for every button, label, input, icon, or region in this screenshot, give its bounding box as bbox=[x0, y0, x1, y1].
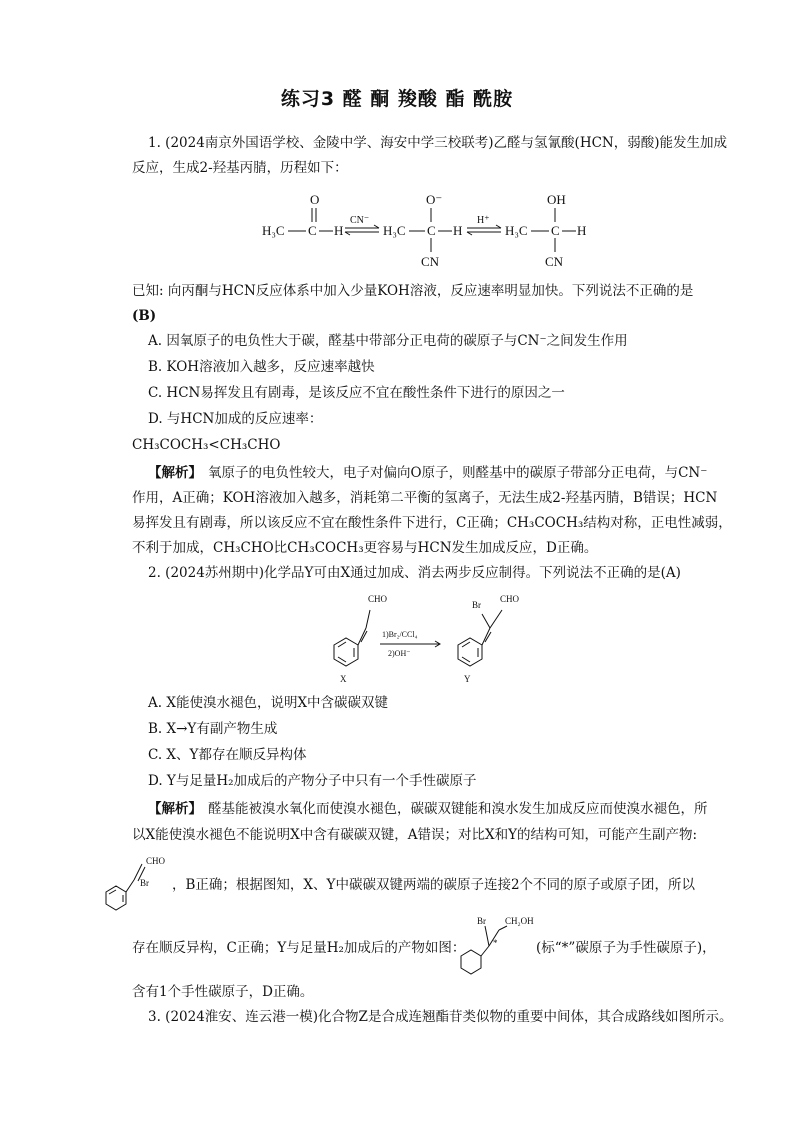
q1-h-2: H bbox=[453, 223, 463, 238]
q1-o-minus: O⁻ bbox=[426, 192, 443, 207]
byproduct-br: Br bbox=[140, 878, 149, 888]
q2-product-structure bbox=[455, 912, 539, 978]
q2-y-cho: CHO bbox=[500, 594, 520, 604]
q1-option-b: B. KOH溶液加入越多，反应速率越快 bbox=[148, 359, 375, 375]
q1-h-3: H bbox=[577, 223, 587, 238]
q1-option-d-formula: CH₃COCH₃<CH₃CHO bbox=[132, 437, 281, 453]
q1-analysis-line2: 作用，A正确；KOH溶液加入越多，消耗第二平衡的氢离子，无法生成2-羟基丙腈，B错误；HCN bbox=[132, 490, 718, 506]
q1-analysis-tag: 【解析】 bbox=[148, 465, 202, 481]
q2-analysis-text1: 醛基能被溴水氧化而使溴水褪色，碳碳双键能和溴水发生加成反应而使溴水褪色，所 bbox=[208, 801, 708, 817]
q1-analysis-line4: 不利于加成，CH₃CHO比CH₃COCH₃更容易与HCN发生加成反应，D正确。 bbox=[132, 540, 598, 556]
q1-oh: OH bbox=[547, 192, 566, 207]
q2-reaction-scheme bbox=[312, 590, 532, 688]
q1-cn-minus: CN⁻ bbox=[350, 215, 370, 226]
q2-y-label: Y bbox=[464, 674, 471, 684]
q1-cn-1: CN bbox=[421, 254, 440, 269]
q2-option-b: B. X→Y有副产物生成 bbox=[148, 721, 278, 737]
page-title: 练习3 醛 酮 羧酸 酯 酰胺 bbox=[280, 88, 514, 110]
q1-stem-line1: 1. (2024南京外国语学校、金陵中学、海安中学三校联考)乙醛与氢氰酸(HCN，弱酸)能发生加成 bbox=[148, 135, 728, 151]
q1-analysis-text1: 氧原子的电负性较大，电子对偏向O原子，则醛基中的碳原子带部分正电荷，与CN⁻ bbox=[208, 465, 708, 481]
q2-option-c: C. X、Y都存在顺反异构体 bbox=[148, 747, 307, 763]
q2-analysis-line1 bbox=[148, 800, 708, 818]
q1-c-1: C bbox=[308, 223, 317, 238]
q1-c-2: C bbox=[427, 223, 436, 238]
q1-option-c: C. HCN易挥发且有剧毒，是该反应不宜在酸性条件下进行的原因之一 bbox=[148, 385, 565, 401]
q2-option-a: A. X能使溴水褪色，说明X中含碳碳双键 bbox=[148, 695, 389, 711]
product-ch2oh: CH₂OH bbox=[505, 916, 534, 926]
q1-h3c-1: H₃C bbox=[262, 223, 285, 238]
byproduct-cho: CHO bbox=[146, 856, 166, 866]
q1-analysis-line3: 易挥发且有剧毒，所以该反应不宜在酸性条件下进行，C正确；CH₃COCH₃结构对称，正电性减弱， bbox=[132, 515, 732, 531]
q1-h-1: H bbox=[334, 223, 344, 238]
q1-option-d: D. 与HCN加成的反应速率： bbox=[148, 411, 323, 427]
q1-h3c-2: H₃C bbox=[383, 223, 406, 238]
q2-x-label: X bbox=[340, 674, 347, 684]
q1-known: 已知: 向丙酮与HCN反应体系中加入少量KOH溶液，反应速率明显加快。下列说法不正确的是 bbox=[132, 283, 694, 299]
q2-x-cho: CHO bbox=[368, 594, 388, 604]
q1-option-a: A. 因氧原子的电负性大于碳，醛基中带部分正电荷的碳原子与CN⁻之间发生作用 bbox=[148, 333, 628, 349]
product-chiral-star: * bbox=[493, 938, 498, 948]
q2-analysis-line6: 含有1个手性碳原子，D正确。 bbox=[132, 984, 314, 1000]
q2-condition-1: 1)Br₂/CCl₄ bbox=[382, 630, 418, 639]
q1-c-3: C bbox=[551, 223, 560, 238]
q2-analysis-tag: 【解析】 bbox=[148, 801, 202, 817]
q1-h-plus: H⁺ bbox=[477, 215, 490, 226]
q2-y-br: Br bbox=[472, 600, 481, 610]
q2-analysis-line3: ，B正确；根据图知，X、Y中碳碳双键两端的碳原子连接2个不同的原子或原子团，所以 bbox=[172, 877, 696, 893]
q2-condition-2: 2)OH⁻ bbox=[388, 649, 411, 658]
q1-analysis-line1 bbox=[148, 464, 707, 482]
q2-analysis-line5: (标“*”碳原子为手性碳原子)， bbox=[536, 940, 716, 956]
q1-h3c-3: H₃C bbox=[505, 223, 528, 238]
q2-byproduct-structure bbox=[100, 852, 172, 912]
q1-stem-line2: 反应，生成2-羟基丙腈，历程如下： bbox=[132, 160, 348, 176]
q1-answer: (B) bbox=[132, 308, 157, 324]
q2-stem: 2. (2024苏州期中)化学品Y可由X通过加成、消去两步反应制得。下列说法不正确的是(A) bbox=[148, 565, 681, 581]
q2-option-d: D. Y与足量H₂加成后的产物分子中只有一个手性碳原子 bbox=[148, 773, 477, 789]
q2-analysis-line4: 存在顺反异构，C正确；Y与足量H₂加成后的产物如图： bbox=[132, 940, 466, 956]
q1-o-atom: O bbox=[310, 192, 320, 207]
q1-cn-2: CN bbox=[545, 254, 564, 269]
q1-reaction-scheme bbox=[255, 186, 595, 272]
product-br: Br bbox=[477, 916, 486, 926]
q2-analysis-line2: 以X能使溴水褪色不能说明X中含有碳碳双键，A错误；对比X和Y的结构可知，可能产生副产物: bbox=[132, 827, 698, 843]
q3-stem: 3. (2024淮安、连云港一模)化合物Z是合成连翘酯苷类似物的重要中间体，其合成路线如图所示。 bbox=[148, 1009, 733, 1025]
